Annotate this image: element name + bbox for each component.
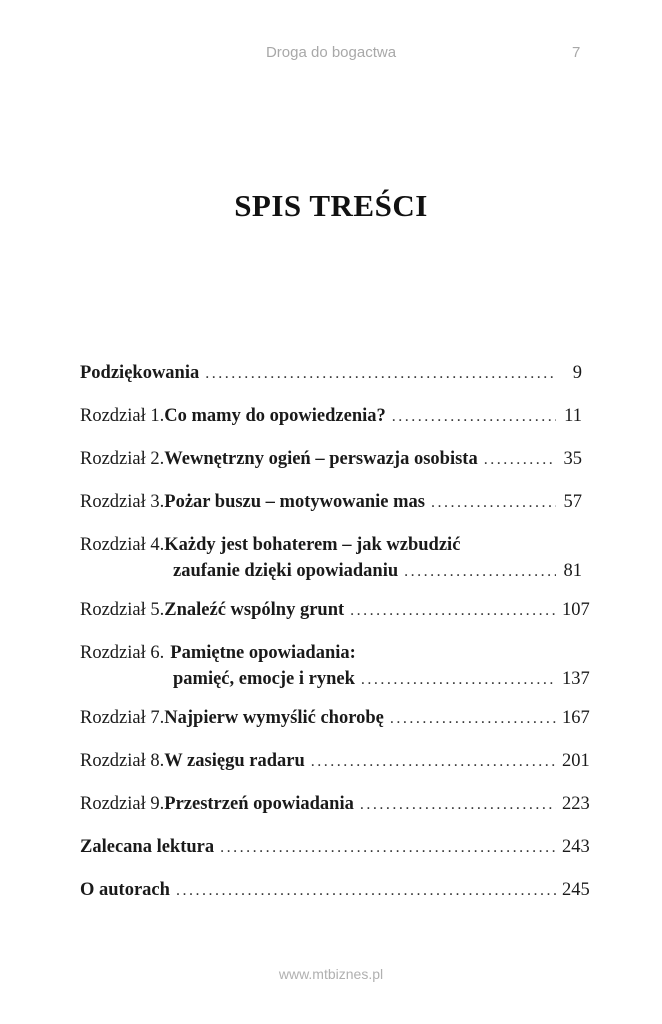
dot-leader: [220, 835, 556, 861]
toc-entry-title: Wewnętrzny ogień – perswazja osobista: [164, 449, 478, 469]
running-header-title: Droga do bogactwa: [265, 44, 397, 61]
toc-entry-chapter-6: [80, 640, 590, 692]
toc-entry-page: 243: [562, 837, 590, 857]
dot-leader: [390, 706, 556, 732]
dot-leader: [404, 559, 556, 585]
toc-entry-about-authors: [80, 877, 590, 903]
toc-entry-title: O autorach: [80, 880, 170, 900]
dot-leader: [431, 490, 556, 516]
toc-entry-chapter-5: [80, 597, 590, 623]
toc-entry-title-continued: zaufanie dzięki opowiadaniu: [173, 561, 399, 581]
dot-leader: [484, 447, 556, 473]
toc-entry-title: Najpierw wymyślić chorobę: [164, 708, 384, 728]
toc-entry-page: 223: [562, 794, 590, 814]
chapter-label: Rozdział 9.: [80, 794, 165, 814]
toc-entry-chapter-9: [80, 791, 590, 817]
toc-entry-title: Podziękowania: [80, 363, 200, 383]
toc-entry-chapter-3: [80, 489, 582, 515]
chapter-label: Rozdział 6.: [80, 643, 165, 663]
toc-entry-page: 167: [562, 708, 590, 728]
dot-leader: [350, 598, 556, 624]
toc-entry-page: 35: [563, 449, 582, 469]
toc-entry-title: Pamiętne opowiadania:: [170, 643, 356, 663]
dot-leader: [176, 878, 556, 904]
toc-entry-page: 11: [564, 406, 582, 426]
toc-entry-chapter-7: [80, 705, 590, 731]
toc-entry-acknowledgements: [80, 360, 582, 386]
chapter-label: Rozdział 7.: [80, 708, 165, 728]
toc-entry-chapter-2: [80, 446, 582, 472]
chapter-label: Rozdział 2.: [80, 449, 165, 469]
toc-entry-recommended-reading: [80, 834, 590, 860]
page-number: 7: [572, 44, 581, 61]
toc-entry-title: Pożar buszu – motywowanie mas: [164, 492, 425, 512]
dot-leader: [360, 792, 556, 818]
toc-entry-chapter-4: [80, 532, 582, 584]
toc-entry-page: 245: [562, 880, 590, 900]
footer-website: www.mtbiznes.pl: [278, 966, 384, 982]
dot-leader: [311, 749, 556, 775]
toc-entry-title: W zasięgu radaru: [164, 751, 305, 771]
toc-entry-page: 9: [572, 363, 582, 383]
toc-entry-page: 57: [563, 492, 582, 512]
toc-entry-page: 201: [562, 751, 590, 771]
toc-entry-page: 137: [562, 669, 590, 689]
chapter-label: Rozdział 8.: [80, 751, 165, 771]
chapter-label: Rozdział 4.: [80, 535, 165, 555]
dot-leader: [361, 667, 556, 693]
toc-entry-chapter-8: [80, 748, 590, 774]
toc-heading: SPIS TREŚCI: [234, 188, 428, 223]
toc-entry-page: 81: [563, 561, 582, 581]
toc-entry-title: Zalecana lektura: [80, 837, 215, 857]
dot-leader: [392, 404, 556, 430]
toc-entry-page: 107: [562, 600, 590, 620]
toc-entry-title: Każdy jest bohaterem – jak wzbudzić: [164, 535, 461, 555]
toc-entry-chapter-1: [80, 403, 582, 429]
toc-entry-title: Znaleźć wspólny grunt: [164, 600, 345, 620]
toc-entry-title-continued: pamięć, emocje i rynek: [173, 669, 355, 689]
chapter-label: Rozdział 5.: [80, 600, 165, 620]
chapter-label: Rozdział 3.: [80, 492, 165, 512]
chapter-label: Rozdział 1.: [80, 406, 165, 426]
dot-leader: [205, 361, 556, 387]
toc-entry-title: Przestrzeń opowiadania: [164, 794, 354, 814]
running-header: [0, 40, 662, 64]
toc-entry-title: Co mamy do opowiedzenia?: [164, 406, 386, 426]
